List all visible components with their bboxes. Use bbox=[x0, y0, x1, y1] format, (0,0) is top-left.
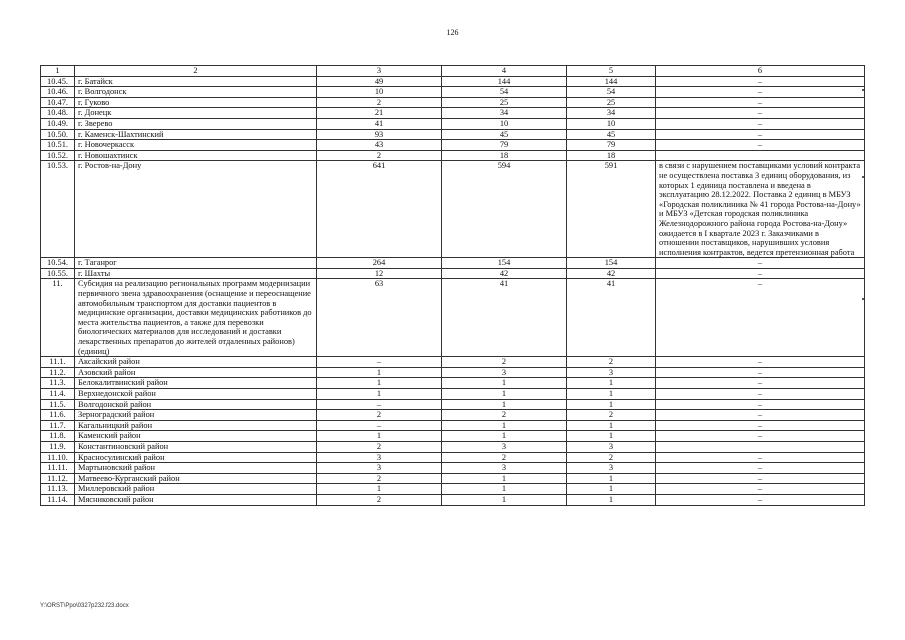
value-col3: 1 bbox=[317, 367, 442, 378]
note-cell: – bbox=[656, 431, 865, 442]
row-name: г. Новочеркасск bbox=[75, 140, 317, 151]
row-number: 10.55. bbox=[41, 268, 75, 279]
row-name: Субсидия на реализацию региональных программ модернизации первичного звена здравоохранения (оснащение и переоснащение автомобильным транспортом для доставки пациентов в медицинские организации, доставки медицинских работников до места жительства пациентов, а также для перевозки биологических материалов для исследований и доставки лекарственных препаратов до жителей отдаленных районов) (единиц) bbox=[75, 279, 317, 357]
row-number: 10.53. bbox=[41, 161, 75, 258]
data-table bbox=[40, 65, 865, 506]
row-number: 11.13. bbox=[41, 484, 75, 495]
note-cell: – bbox=[656, 410, 865, 421]
value-col4: 1 bbox=[442, 484, 567, 495]
row-name: г. Волгодонск bbox=[75, 87, 317, 98]
value-col4: 1 bbox=[442, 473, 567, 484]
value-col4: 594 bbox=[442, 161, 567, 258]
column-header: 4 bbox=[442, 66, 567, 77]
table-row bbox=[41, 420, 865, 431]
page-number: 126 bbox=[446, 28, 459, 37]
value-col3: – bbox=[317, 420, 442, 431]
row-name: г. Батайск bbox=[75, 76, 317, 87]
value-col5: 79 bbox=[567, 140, 656, 151]
row-name: Мартыновский район bbox=[75, 463, 317, 474]
value-col3: 49 bbox=[317, 76, 442, 87]
table-row bbox=[41, 76, 865, 87]
table-row bbox=[41, 431, 865, 442]
value-col3: 3 bbox=[317, 463, 442, 474]
table-row bbox=[41, 399, 865, 410]
value-col3: 1 bbox=[317, 378, 442, 389]
value-col3: 63 bbox=[317, 279, 442, 357]
note-cell: – bbox=[656, 473, 865, 484]
column-header: 2 bbox=[75, 66, 317, 77]
note-cell bbox=[656, 150, 865, 161]
row-name: Мясниковский район bbox=[75, 494, 317, 505]
row-number: 10.49. bbox=[41, 118, 75, 129]
note-cell: – bbox=[656, 399, 865, 410]
value-col3: 1 bbox=[317, 431, 442, 442]
value-col5: 34 bbox=[567, 108, 656, 119]
note-cell: – bbox=[656, 268, 865, 279]
column-header: 6 bbox=[656, 66, 865, 77]
row-number: 10.51. bbox=[41, 140, 75, 151]
value-col4: 25 bbox=[442, 97, 567, 108]
value-col3: 10 bbox=[317, 87, 442, 98]
row-number: 11.6. bbox=[41, 410, 75, 421]
row-name: Красносулинский район bbox=[75, 452, 317, 463]
value-col4: 42 bbox=[442, 268, 567, 279]
row-name: г. Шахты bbox=[75, 268, 317, 279]
table-row bbox=[41, 367, 865, 378]
value-col5: 591 bbox=[567, 161, 656, 258]
note-cell: – bbox=[656, 108, 865, 119]
value-col4: 1 bbox=[442, 378, 567, 389]
value-col4: 144 bbox=[442, 76, 567, 87]
row-number: 11.4. bbox=[41, 389, 75, 400]
value-col5: 1 bbox=[567, 484, 656, 495]
value-col3: 3 bbox=[317, 452, 442, 463]
row-number: 10.47. bbox=[41, 97, 75, 108]
note-cell: в связи с нарушением поставщиками условий контракта не осуществлена поставка 3 единиц оборудования, из которых 1 единица поставлена и введена в эксплуатацию 28.12.2022. Поставка 2 единиц в МБУЗ «Городская поликлиника № 41 города Ростова-на-Дону» и МБУЗ «Детская городская поликлиника Железнодорожного района города Ростова-на-Дону» ожидается в I квартале 2023 г. Заказчиками в отношении поставщиков, нарушивших условия исполнения контрактов, ведется претензионная работа bbox=[656, 161, 865, 258]
table-header-row bbox=[41, 66, 865, 77]
row-name: г. Гуково bbox=[75, 97, 317, 108]
row-number: 11.9. bbox=[41, 441, 75, 452]
note-cell: – bbox=[656, 129, 865, 140]
value-col5: 10 bbox=[567, 118, 656, 129]
value-col3: 2 bbox=[317, 97, 442, 108]
table-row bbox=[41, 118, 865, 129]
value-col3: 264 bbox=[317, 258, 442, 269]
value-col3: 41 bbox=[317, 118, 442, 129]
note-cell: – bbox=[656, 367, 865, 378]
row-name: Азовский район bbox=[75, 367, 317, 378]
scan-mark bbox=[862, 176, 864, 178]
row-number: 10.45. bbox=[41, 76, 75, 87]
row-name: Аксайский район bbox=[75, 357, 317, 368]
value-col4: 1 bbox=[442, 431, 567, 442]
table-row bbox=[41, 484, 865, 495]
value-col5: 25 bbox=[567, 97, 656, 108]
value-col4: 1 bbox=[442, 389, 567, 400]
table-row bbox=[41, 97, 865, 108]
row-name: Верхнедонской район bbox=[75, 389, 317, 400]
note-cell: – bbox=[656, 76, 865, 87]
note-cell: – bbox=[656, 484, 865, 495]
column-header: 1 bbox=[41, 66, 75, 77]
table-row bbox=[41, 140, 865, 151]
note-cell: – bbox=[656, 258, 865, 269]
row-number: 10.50. bbox=[41, 129, 75, 140]
table-row bbox=[41, 108, 865, 119]
value-col4: 18 bbox=[442, 150, 567, 161]
table-row bbox=[41, 463, 865, 474]
row-name: Кагальницкий район bbox=[75, 420, 317, 431]
table-row bbox=[41, 161, 865, 258]
note-cell: – bbox=[656, 378, 865, 389]
value-col4: 154 bbox=[442, 258, 567, 269]
value-col4: 2 bbox=[442, 357, 567, 368]
value-col5: 45 bbox=[567, 129, 656, 140]
value-col4: 1 bbox=[442, 494, 567, 505]
row-name: Матвеево-Курганский район bbox=[75, 473, 317, 484]
value-col4: 45 bbox=[442, 129, 567, 140]
row-number: 11.5. bbox=[41, 399, 75, 410]
row-name: Белокалитвинский район bbox=[75, 378, 317, 389]
table-row bbox=[41, 473, 865, 484]
value-col4: 3 bbox=[442, 367, 567, 378]
row-number: 11.12. bbox=[41, 473, 75, 484]
row-number: 11.8. bbox=[41, 431, 75, 442]
value-col5: 3 bbox=[567, 367, 656, 378]
note-cell: – bbox=[656, 140, 865, 151]
value-col3: – bbox=[317, 399, 442, 410]
value-col5: 2 bbox=[567, 410, 656, 421]
row-name: г. Каменск-Шахтинский bbox=[75, 129, 317, 140]
value-col5: 1 bbox=[567, 389, 656, 400]
row-name: г. Зверево bbox=[75, 118, 317, 129]
row-name: г. Донецк bbox=[75, 108, 317, 119]
table-row bbox=[41, 410, 865, 421]
table-row bbox=[41, 129, 865, 140]
table-row bbox=[41, 378, 865, 389]
value-col3: 1 bbox=[317, 389, 442, 400]
value-col4: 34 bbox=[442, 108, 567, 119]
value-col3: 2 bbox=[317, 494, 442, 505]
note-cell bbox=[656, 441, 865, 452]
value-col3: 21 bbox=[317, 108, 442, 119]
value-col5: 1 bbox=[567, 399, 656, 410]
row-number: 11. bbox=[41, 279, 75, 357]
table-row bbox=[41, 87, 865, 98]
row-name: г. Ростов-на-Дону bbox=[75, 161, 317, 258]
row-number: 10.54. bbox=[41, 258, 75, 269]
table-row bbox=[41, 268, 865, 279]
scan-mark bbox=[862, 298, 864, 300]
value-col5: 154 bbox=[567, 258, 656, 269]
row-name: Миллеровский район bbox=[75, 484, 317, 495]
row-number: 11.7. bbox=[41, 420, 75, 431]
row-number: 11.2. bbox=[41, 367, 75, 378]
value-col5: 3 bbox=[567, 463, 656, 474]
row-number: 11.11. bbox=[41, 463, 75, 474]
value-col5: 144 bbox=[567, 76, 656, 87]
value-col5: 41 bbox=[567, 279, 656, 357]
value-col3: 1 bbox=[317, 484, 442, 495]
note-cell: – bbox=[656, 463, 865, 474]
note-cell: – bbox=[656, 279, 865, 357]
note-cell: – bbox=[656, 494, 865, 505]
table-row bbox=[41, 441, 865, 452]
value-col5: 1 bbox=[567, 494, 656, 505]
value-col5: 1 bbox=[567, 378, 656, 389]
value-col5: 1 bbox=[567, 420, 656, 431]
value-col4: 3 bbox=[442, 463, 567, 474]
row-name: Волгодонской район bbox=[75, 399, 317, 410]
value-col3: 641 bbox=[317, 161, 442, 258]
value-col4: 1 bbox=[442, 420, 567, 431]
value-col3: 2 bbox=[317, 441, 442, 452]
scan-mark bbox=[862, 89, 864, 91]
value-col5: 3 bbox=[567, 441, 656, 452]
note-cell: – bbox=[656, 452, 865, 463]
table-row bbox=[41, 150, 865, 161]
column-header: 3 bbox=[317, 66, 442, 77]
row-number: 11.3. bbox=[41, 378, 75, 389]
note-cell: – bbox=[656, 357, 865, 368]
row-number: 10.52. bbox=[41, 150, 75, 161]
table-row bbox=[41, 494, 865, 505]
value-col5: 2 bbox=[567, 452, 656, 463]
footer-file-path: Y:\ORST\Ppo\0327p232.f23.docx bbox=[40, 603, 129, 609]
row-name: Зерноградский район bbox=[75, 410, 317, 421]
value-col4: 2 bbox=[442, 410, 567, 421]
value-col5: 1 bbox=[567, 473, 656, 484]
value-col5: 1 bbox=[567, 431, 656, 442]
value-col4: 54 bbox=[442, 87, 567, 98]
row-number: 10.48. bbox=[41, 108, 75, 119]
value-col3: – bbox=[317, 357, 442, 368]
table-row bbox=[41, 452, 865, 463]
table-row bbox=[41, 389, 865, 400]
value-col5: 2 bbox=[567, 357, 656, 368]
note-cell: – bbox=[656, 97, 865, 108]
column-header: 5 bbox=[567, 66, 656, 77]
row-name: Константиновский район bbox=[75, 441, 317, 452]
row-number: 11.10. bbox=[41, 452, 75, 463]
row-name: г. Таганрог bbox=[75, 258, 317, 269]
value-col4: 10 bbox=[442, 118, 567, 129]
value-col5: 54 bbox=[567, 87, 656, 98]
value-col4: 2 bbox=[442, 452, 567, 463]
value-col5: 18 bbox=[567, 150, 656, 161]
note-cell: – bbox=[656, 87, 865, 98]
value-col3: 2 bbox=[317, 150, 442, 161]
row-number: 11.1. bbox=[41, 357, 75, 368]
note-cell: – bbox=[656, 389, 865, 400]
table-row bbox=[41, 279, 865, 357]
row-number: 11.14. bbox=[41, 494, 75, 505]
value-col3: 12 bbox=[317, 268, 442, 279]
value-col5: 42 bbox=[567, 268, 656, 279]
value-col4: 1 bbox=[442, 399, 567, 410]
value-col4: 79 bbox=[442, 140, 567, 151]
value-col4: 3 bbox=[442, 441, 567, 452]
table-row bbox=[41, 357, 865, 368]
note-cell: – bbox=[656, 420, 865, 431]
value-col3: 2 bbox=[317, 473, 442, 484]
note-cell: – bbox=[656, 118, 865, 129]
value-col3: 93 bbox=[317, 129, 442, 140]
table-row bbox=[41, 258, 865, 269]
value-col3: 43 bbox=[317, 140, 442, 151]
value-col4: 41 bbox=[442, 279, 567, 357]
row-name: г. Новошахтинск bbox=[75, 150, 317, 161]
row-number: 10.46. bbox=[41, 87, 75, 98]
value-col3: 2 bbox=[317, 410, 442, 421]
row-name: Каменский район bbox=[75, 431, 317, 442]
